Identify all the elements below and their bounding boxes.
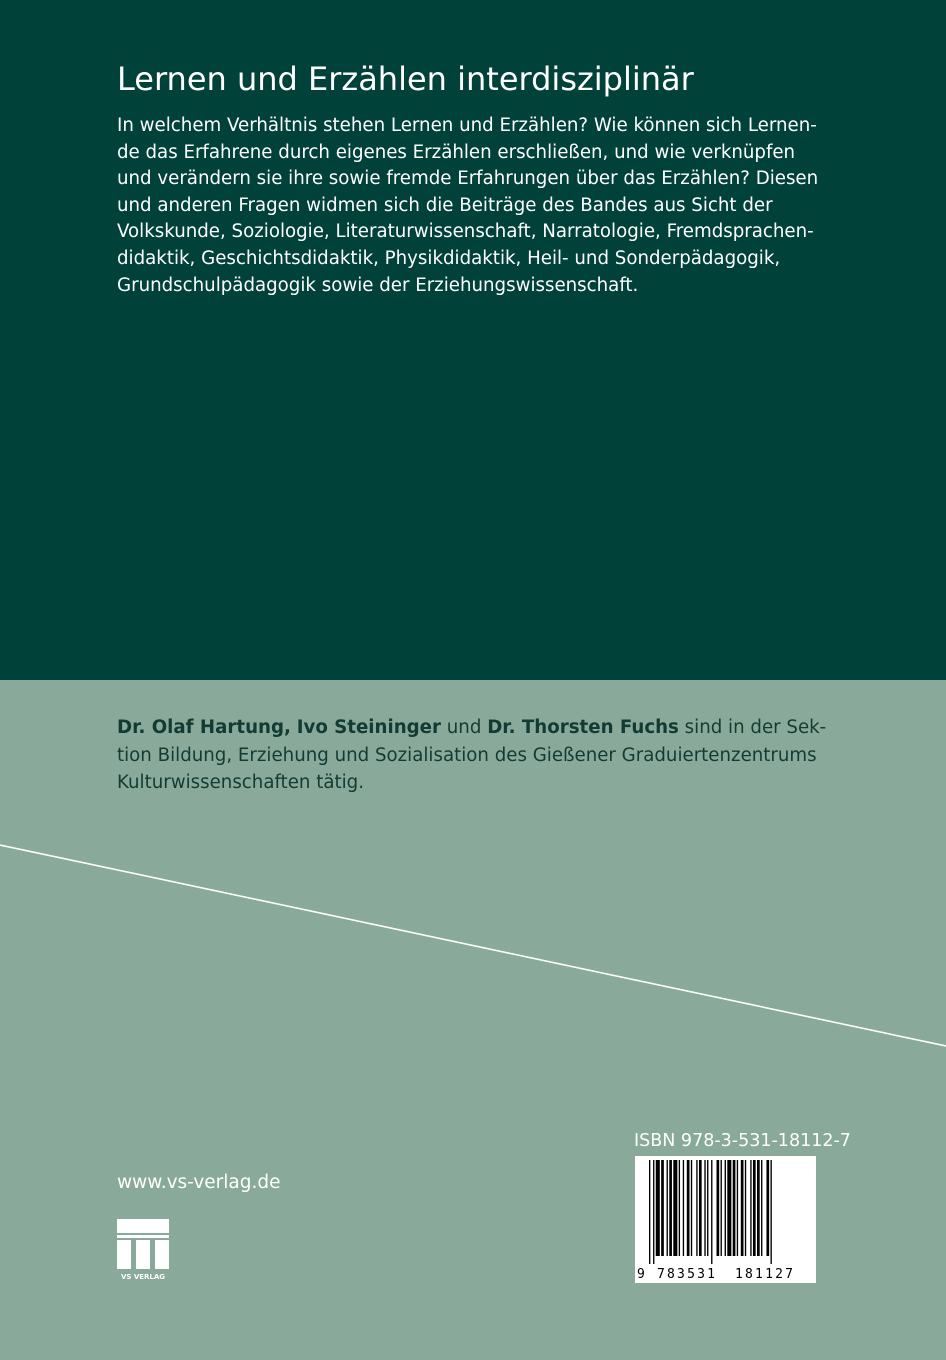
author-name: Dr. Olaf Hartung, [117,717,291,738]
blurb-line: de das Erfahrene durch eigenes Erzählen erschließen, und wie verknüpfen [117,141,796,163]
barcode-bar [699,1160,702,1256]
blurb-line: didaktik, Geschichtsdidaktik, Physikdidaktik, Heil- und Sonderpädagogik, [117,247,781,269]
publisher-url: www.vs-verlag.de [117,1172,281,1193]
barcode-bar [711,1160,712,1264]
barcode-digit-group: 783531 [657,1267,718,1282]
blurb-line: Volkskunde, Soziologie, Literaturwissenschaft, Narratologie, Fremdsprachen- [117,221,814,243]
logo-text: VS VERLAG [120,1273,166,1281]
barcode-bar [717,1160,720,1256]
barcode-bar [727,1160,731,1256]
barcode-bar [741,1160,744,1256]
barcode-bar [753,1160,756,1256]
conjunction: und [446,717,482,738]
barcode-bar [707,1160,708,1256]
bio-text: sind in der Sek- [684,717,827,738]
blurb-line: Grundschulpädagogik sowie der Erziehungswissenschaft. [117,274,639,296]
blurb-line: und verändern sie ihre sowie fremde Erfahrungen über das Erzählen? Diesen [117,168,819,190]
author-line-3: Kulturwissenschaften tätig. [117,772,364,793]
barcode-bar [745,1160,746,1256]
barcode-bar [673,1160,677,1256]
author-line-2: tion Bildung, Erziehung und Sozialisation des Gießener Graduiertenzentrums [117,744,817,766]
barcode-bar [766,1160,769,1256]
barcode-bar [679,1160,680,1256]
barcode-digit-group: 181127 [735,1267,796,1282]
barcode-bar [704,1160,705,1256]
author-line-1 [117,714,826,742]
barcode-bar [687,1160,690,1256]
barcode-bar [656,1160,660,1256]
barcode-bar [683,1160,684,1256]
barcode-bar [661,1160,664,1256]
isbn: ISBN 978-3-531-18112-7 [634,1131,851,1151]
barcode-bar [750,1160,751,1256]
barcode-bar [667,1160,668,1256]
barcode-bar [691,1160,692,1256]
barcode-digit-first: 9 [637,1267,645,1282]
barcode-bar [669,1160,672,1256]
barcode-bar [653,1160,654,1264]
barcode-bar [737,1160,738,1256]
barcode-bar [649,1160,650,1264]
barcode-bar [761,1160,762,1256]
blurb-line: In welchem Verhältnis stehen Lernen und Erzählen? Wie können sich Lernen- [117,115,817,136]
author-bio [117,714,826,797]
barcode-bar [771,1160,772,1264]
author-name: Ivo Steininger [296,717,441,738]
author-name: Dr. Thorsten Fuchs [487,717,679,738]
barcode [635,1156,816,1283]
barcode-bars [635,1156,816,1266]
blurb-line: und anderen Fragen widmen sich die Beiträge des Bandes aus Sicht der [117,194,773,216]
barcode-bar [757,1160,760,1256]
barcode-bar [725,1160,726,1256]
book-title: Lernen und Erzählen interdisziplinär [117,60,694,98]
vs-verlag-logo-icon [117,1219,171,1283]
barcode-bar [721,1160,722,1256]
barcode-bar [733,1160,736,1256]
barcode-bar [696,1160,697,1256]
